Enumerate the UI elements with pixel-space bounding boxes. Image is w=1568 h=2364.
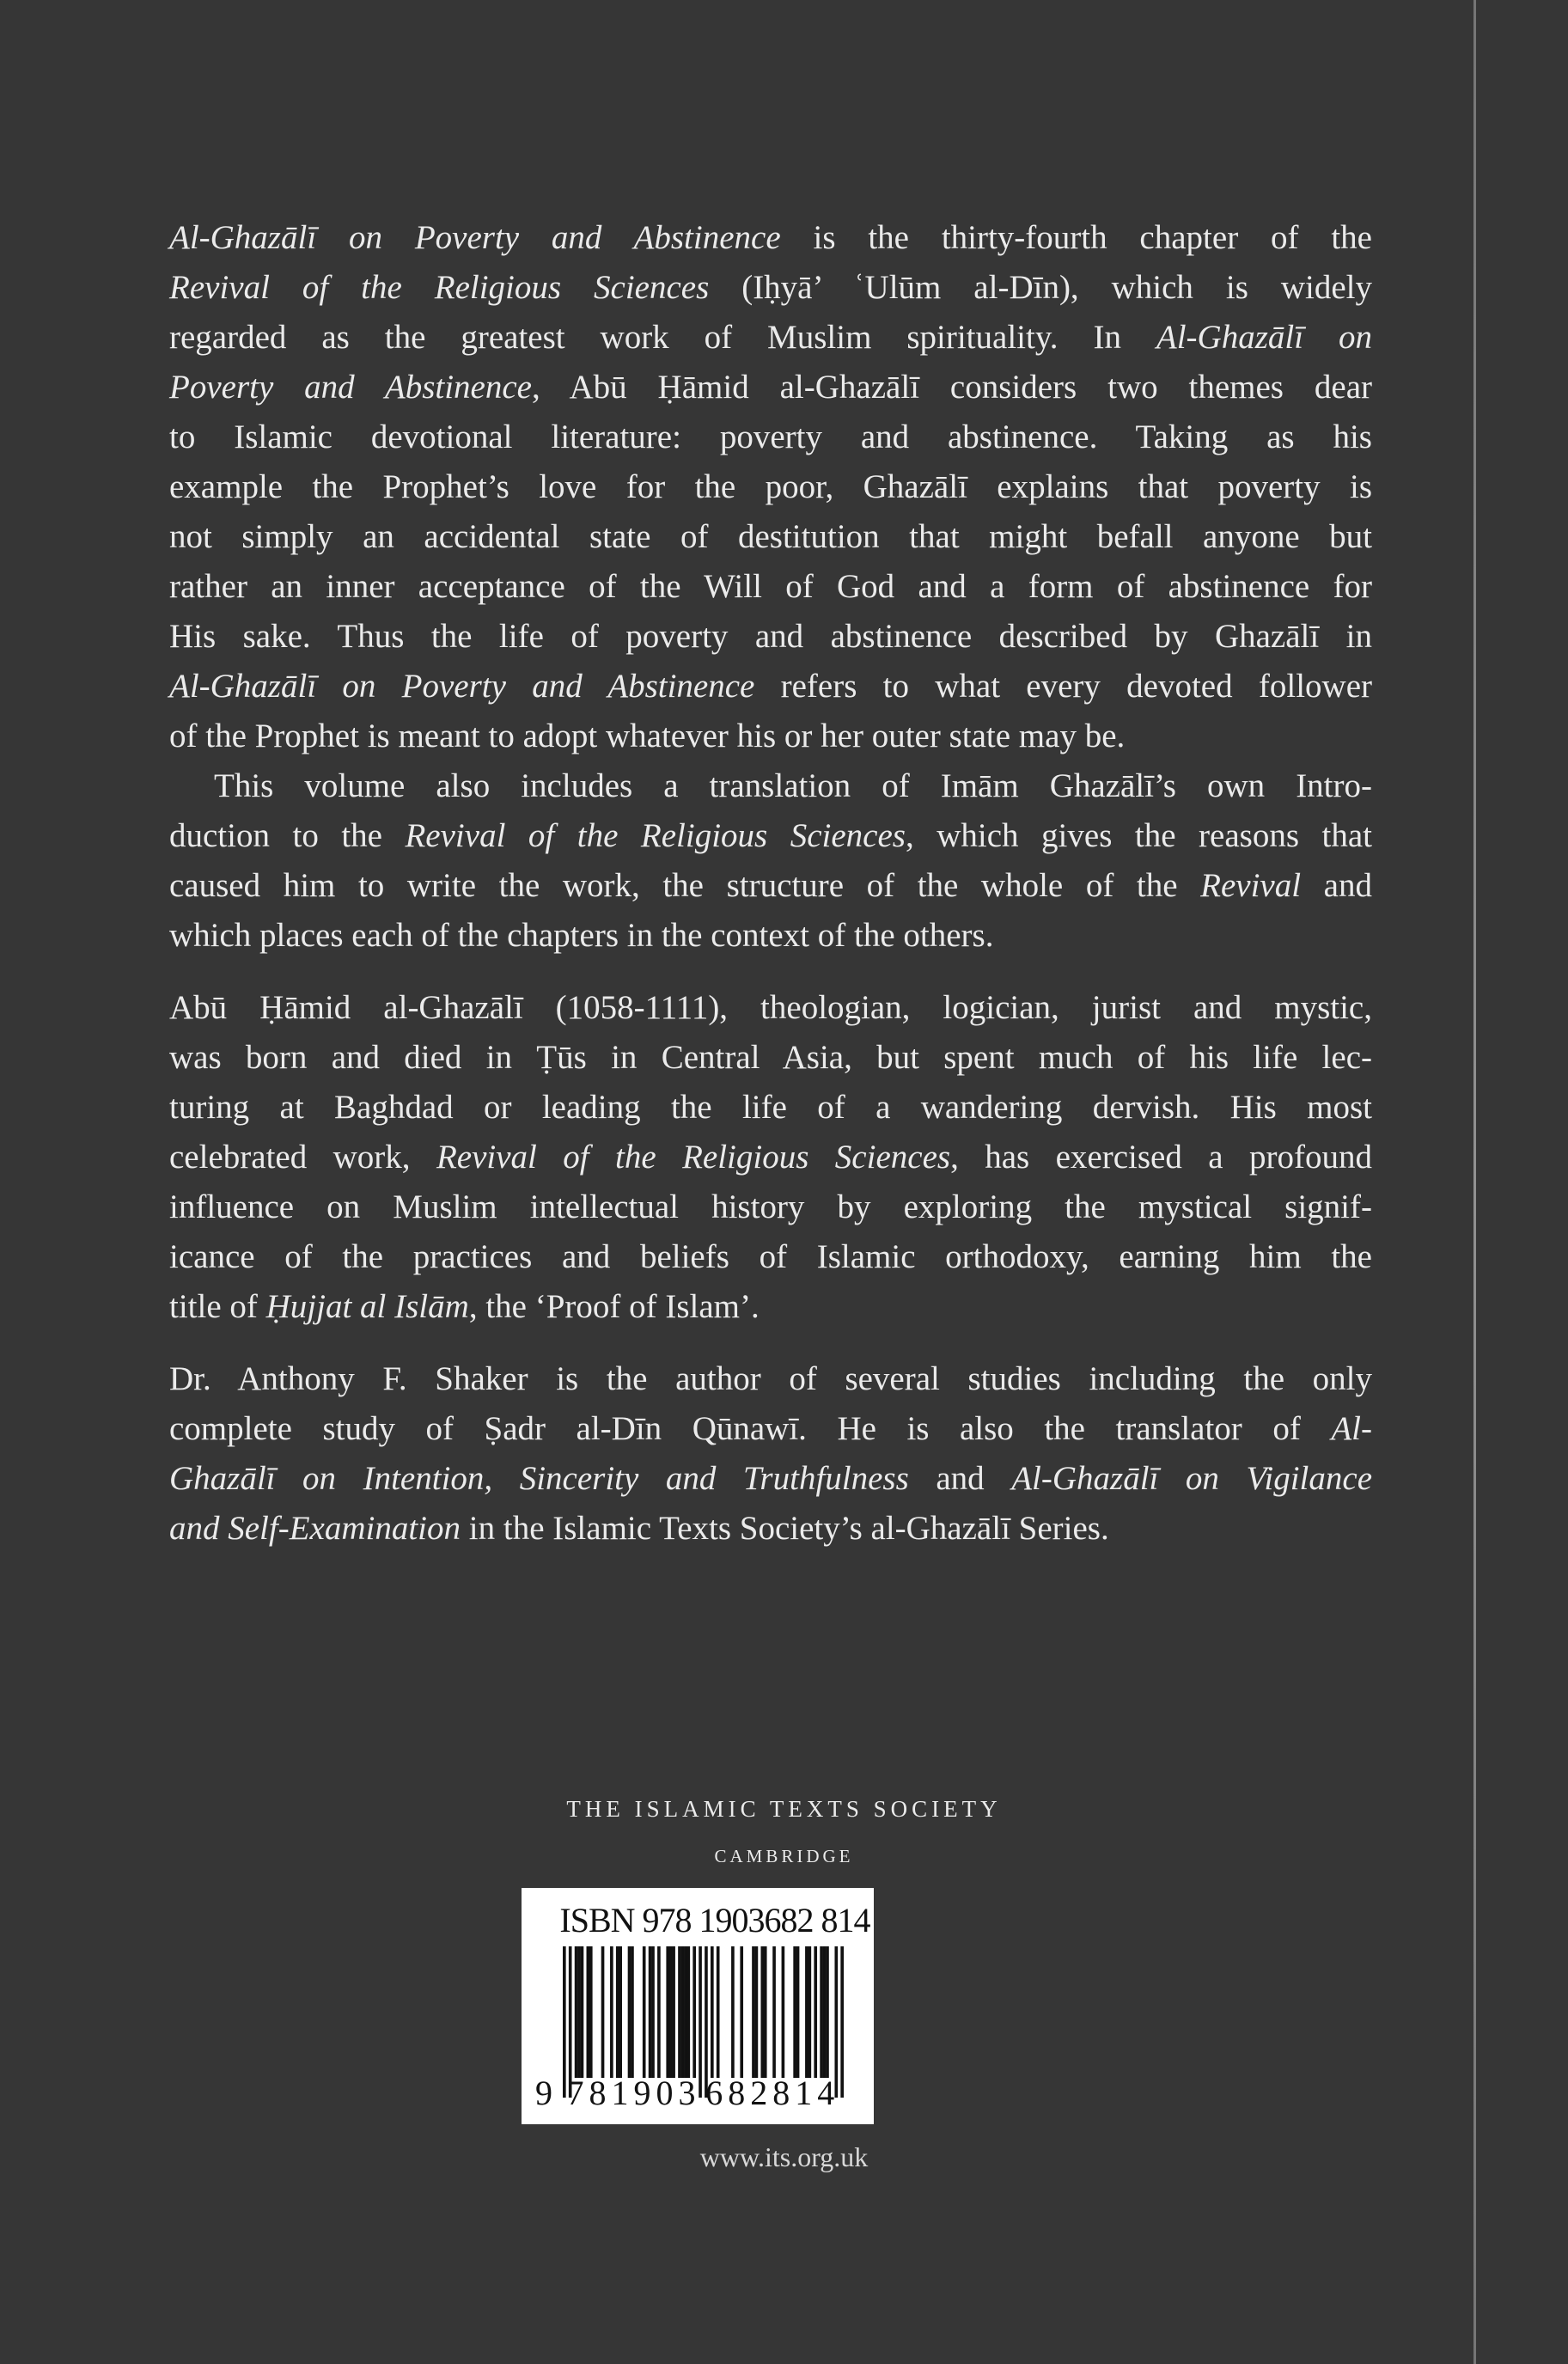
text-run: complete study of Ṣadr al-Dīn Qūnawī. He is also the translator of [169, 1410, 1332, 1447]
barcode-bar [755, 1946, 759, 2078]
paragraph [169, 761, 1372, 961]
text-run: is the thirty-fourth chapter of the [780, 219, 1372, 256]
barcode-bar [678, 1946, 681, 2078]
barcode-bar [740, 1946, 743, 2078]
barcode-bar [808, 1946, 812, 2078]
text-line [169, 983, 1372, 1033]
barcode-bar [805, 1946, 808, 2078]
barcode-bar [820, 1946, 823, 2078]
text-run: example the Prophet’s love for the poor, Ghazālī explains that poverty is [169, 468, 1372, 505]
barcode [522, 1888, 874, 2124]
text-line [169, 462, 1372, 512]
text-run: and [1301, 867, 1372, 904]
text-run: Dr. Anthony F. Shaker is the author of several studies including the only [169, 1360, 1372, 1397]
barcode-bar [643, 1946, 646, 2078]
text-line [169, 811, 1372, 861]
text-run: was born and died in Ṭūs in Central Asia, but spent much of his life lec- [169, 1039, 1372, 1076]
text-line [169, 1133, 1372, 1182]
text-line [169, 1182, 1372, 1232]
barcode-bar [610, 1946, 613, 2078]
text-run: icance of the practices and beliefs of Islamic orthodoxy, earning him the [169, 1238, 1372, 1275]
barcode-bar [563, 1946, 566, 2098]
publisher-website: www.its.org.uk [699, 2141, 869, 2172]
text-line [169, 612, 1372, 662]
italic-title: Poverty and Abstinence [169, 369, 532, 406]
text-line [169, 911, 1372, 961]
italic-title: Revival of the Religious Sciences [169, 269, 710, 306]
barcode-bar [717, 1946, 720, 2078]
text-line [169, 662, 1372, 712]
text-run: His sake. Thus the life of poverty and abstinence described by Ghazālī in [169, 618, 1372, 655]
barcode-bar [684, 1946, 687, 2078]
text-run: influence on Muslim intellectual history by exploring the mystical signif- [169, 1188, 1372, 1225]
text-line [169, 1354, 1372, 1404]
barcode-bar [619, 1946, 622, 2078]
text-run: in the Islamic Texts Society’s al-Ghazālī Series. [461, 1510, 1109, 1547]
barcode-bar [752, 1946, 755, 2078]
isbn-text: ISBN 978 1903682 814 [559, 1901, 870, 1939]
barcode-bar [692, 1946, 696, 2078]
paragraph [169, 983, 1372, 1332]
barcode-bar [681, 1946, 685, 2078]
italic-title: Al- [1331, 1410, 1372, 1447]
text-line [169, 263, 1372, 313]
text-run: title of [169, 1288, 266, 1325]
barcode-bar [760, 1946, 764, 2078]
italic-title: Revival of the Religious Sciences [405, 817, 906, 854]
text-run: duction to the [169, 817, 406, 854]
barcode-bar [616, 1946, 619, 2078]
barcode-bar [672, 1946, 675, 2078]
text-line [169, 512, 1372, 562]
italic-title: Ghazālī on Intention, Sincerity and Truthfulness [169, 1460, 909, 1497]
barcode-bar [793, 1946, 796, 2078]
barcode-digits: 9 [535, 2074, 558, 2112]
barcode-bar [651, 1946, 655, 2078]
barcode-bar [669, 1946, 673, 2078]
text-run: celebrated work, [169, 1139, 436, 1176]
barcode-bar [840, 1946, 844, 2098]
text-run: not simply an accidental state of destitution that might befall anyone but [169, 518, 1372, 555]
italic-title: Al-Ghazālī on Poverty and Abstinence [169, 668, 755, 705]
text-line [169, 1454, 1372, 1504]
text-run: (Iḥyā’ ʿUlūm al-Dīn), which is widely [709, 269, 1372, 306]
text-line [169, 1232, 1372, 1282]
barcode-bar [764, 1946, 767, 2078]
italic-title: Al-Ghazālī on Poverty and Abstinence [169, 219, 781, 256]
barcode-bar [575, 1946, 578, 2078]
barcode-bar [577, 1946, 581, 2078]
barcode-bar [686, 1946, 690, 2078]
barcode-bar [711, 1946, 714, 2078]
barcode-bar [826, 1946, 829, 2078]
publisher-city: CAMBRIDGE [714, 1846, 854, 1866]
barcode-digits: 781903 [566, 2074, 701, 2112]
text-run: rather an inner acceptance of the Will of God and a form of abstinence for [169, 568, 1372, 605]
text-run: refers to what every devoted follower [754, 668, 1372, 705]
italic-title: Al-Ghazālī on [1156, 319, 1372, 356]
barcode-bar [649, 1946, 652, 2078]
publisher-name: THE ISLAMIC TEXTS SOCIETY [566, 1796, 1002, 1822]
text-run: and [908, 1460, 1012, 1497]
italic-title: Ḥujjat al Islām [265, 1288, 469, 1325]
italic-title: Revival [1200, 867, 1302, 904]
text-line [169, 562, 1372, 612]
text-run: , which gives the reasons that [905, 817, 1372, 854]
text-run: turing at Baghdad or leading the life of a wandering dervish. His most [169, 1089, 1372, 1126]
text-line [169, 761, 1372, 811]
barcode-bar [666, 1946, 669, 2078]
text-run: to Islamic devotional literature: poverty and abstinence. Taking as his [169, 418, 1372, 455]
text-run: , has exercised a profound [950, 1139, 1372, 1176]
text-line [169, 861, 1372, 911]
barcode-digits: 682814 [705, 2074, 840, 2112]
text-line [169, 363, 1372, 412]
text-line [169, 412, 1372, 462]
barcode-bar [731, 1946, 735, 2078]
barcode-bar [631, 1946, 634, 2078]
text-line [169, 1083, 1372, 1133]
text-line [169, 1504, 1372, 1554]
text-line [169, 1404, 1372, 1454]
barcode-bar [628, 1946, 631, 2078]
paragraph [169, 1354, 1372, 1554]
italic-title: and Self-Examination [169, 1510, 461, 1547]
cover-blurb [169, 213, 1372, 1576]
spine-fold-line [1473, 0, 1476, 2364]
text-run: caused him to write the work, the structure of the whole of the [169, 867, 1201, 904]
text-line [169, 213, 1372, 263]
text-run: Abū Ḥāmid al-Ghazālī (1058-1111), theologian, logician, jurist and mystic, [169, 989, 1372, 1026]
text-run: , Abū Ḥāmid al-Ghazālī considers two themes dear [531, 369, 1372, 406]
text-line [169, 1033, 1372, 1083]
barcode-bar [589, 1946, 593, 2078]
text-line [169, 1282, 1372, 1332]
italic-title: Revival of the Religious Sciences [436, 1139, 951, 1176]
barcode-bar [823, 1946, 827, 2078]
barcode-bar [587, 1946, 590, 2078]
paragraph [169, 213, 1372, 761]
text-run: , the ‘Proof of Islam’. [468, 1288, 760, 1325]
barcode-label [522, 1888, 874, 2124]
barcode-bar [772, 1946, 776, 2078]
barcode-bar [782, 1946, 785, 2078]
text-line [169, 313, 1372, 363]
text-run: This volume also includes a translation of Imām Ghazālī’s own Intro- [214, 767, 1372, 804]
text-run: of the Prophet is meant to adopt whatever his or her outer state may be. [169, 718, 1126, 754]
barcode-bar [657, 1946, 661, 2078]
text-line [169, 712, 1372, 761]
barcode-bar [601, 1946, 605, 2078]
barcode-bar [814, 1946, 817, 2078]
italic-title: Al-Ghazālī on Vigilance [1011, 1460, 1373, 1497]
text-run: which places each of the chapters in the context of the others. [169, 917, 994, 954]
barcode-bar [796, 1946, 800, 2078]
barcode-bar [581, 1946, 584, 2078]
text-run: regarded as the greatest work of Muslim spirituality. In [169, 319, 1156, 356]
